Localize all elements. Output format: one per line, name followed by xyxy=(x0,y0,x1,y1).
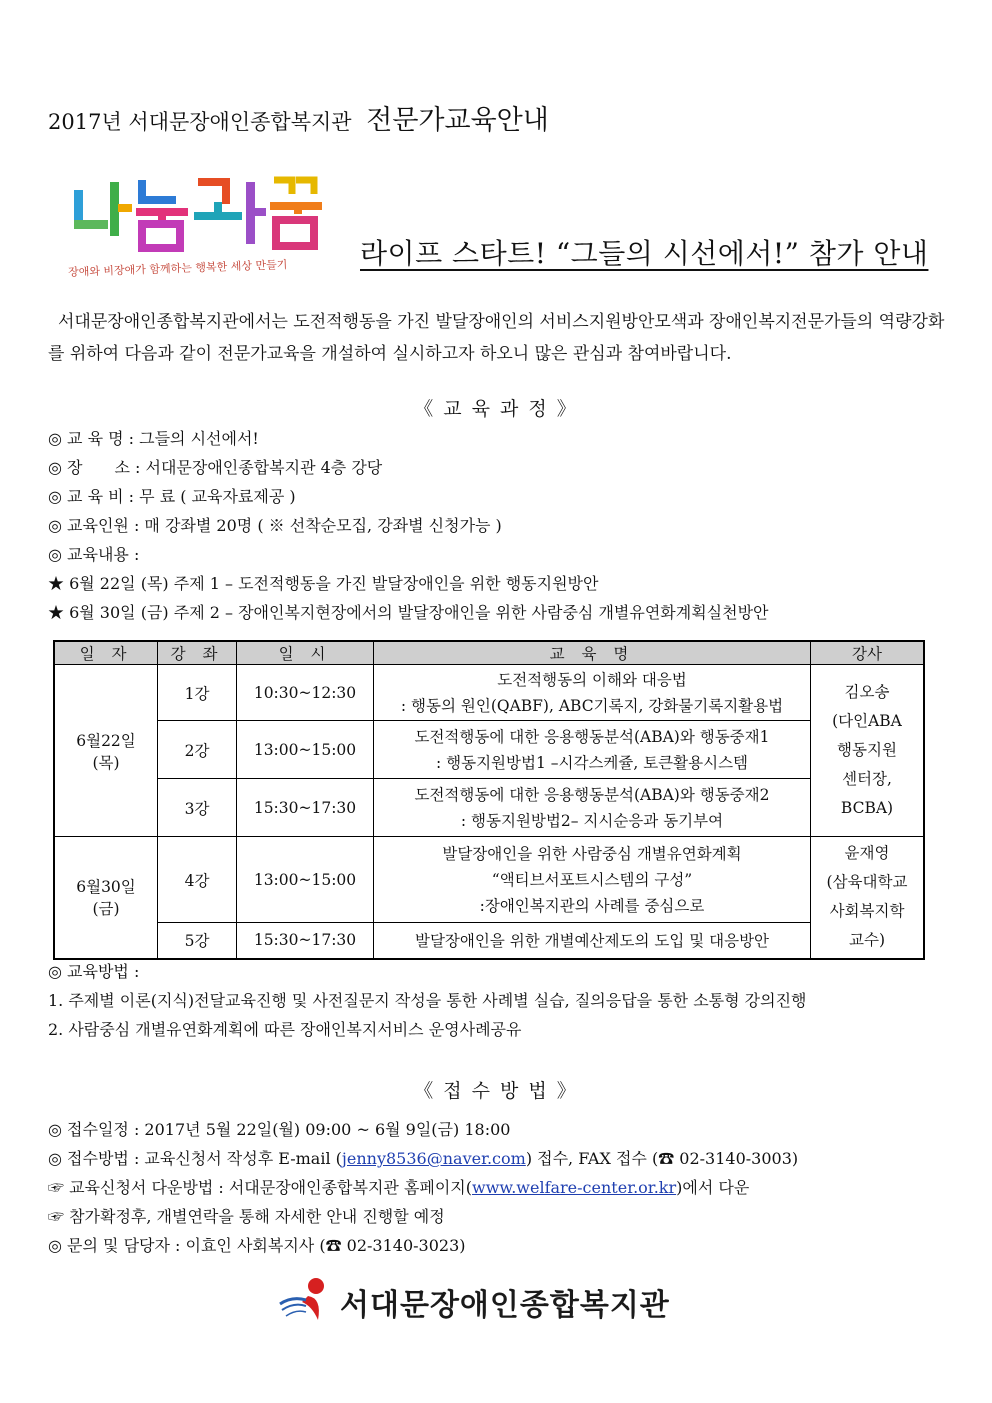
instructor-line: 사회복지학 xyxy=(829,902,905,921)
method-item: 2. 사람중심 개별유연화계획에 따른 장애인복지서비스 운영사례공유 xyxy=(48,1020,522,1039)
instructor-cell xyxy=(811,665,925,837)
header-lecture: 강 좌 xyxy=(158,641,237,665)
table-row xyxy=(54,837,924,923)
content-line: :장애인복지관의 사례를 중심으로 xyxy=(479,896,705,915)
course-topic-item: ★ 6월 22일 (목) 주제 1 – 도전적행동을 가진 발달장애인을 위한 행동지원방안 xyxy=(48,574,599,593)
reception-section-title: 《 접 수 방 법 》 xyxy=(414,1080,578,1102)
course-info-item: ◎ 교 육 명 : 그들의 시선에서! xyxy=(48,429,259,448)
date-cell xyxy=(54,665,158,837)
course-section-title: 《 교 육 과 정 》 xyxy=(414,398,578,420)
table-row xyxy=(54,665,924,721)
reception-notice: ☞ 참가확정후, 개별연락을 통해 자세한 안내 진행할 예정 xyxy=(48,1207,445,1226)
reception-method-suffix: ) 접수, FAX 접수 (☎ 02-3140-3003) xyxy=(525,1149,799,1168)
content-line: 도전적행동에 대한 응용행동분석(ABA)와 행동중재2 xyxy=(414,785,770,804)
reception-period: ◎ 접수일정 : 2017년 5월 22일(월) 09:00 ~ 6월 9일(금) 18:00 xyxy=(48,1120,511,1139)
instructor-line: (다인ABA xyxy=(832,712,902,730)
time-cell: 10:30~12:30 xyxy=(237,665,374,721)
intro-paragraph xyxy=(48,306,946,370)
content-line: 도전적행동에 대한 응용행동분석(ABA)와 행동중재1 xyxy=(414,727,770,746)
method-list xyxy=(48,957,806,1044)
content-cell xyxy=(374,779,811,837)
reception-download-suffix: )에서 다운 xyxy=(676,1178,750,1197)
website-link[interactable]: www.welfare-center.or.kr xyxy=(472,1178,677,1197)
course-info-item: ◎ 장 소 : 서대문장애인종합복지관 4층 강당 xyxy=(48,458,383,477)
instructor-line: (삼육대학교 xyxy=(826,873,908,892)
course-topic-item: ★ 6월 30일 (금) 주제 2 – 장애인복지현장에서의 발달장애인을 위한 사람중심 개별유연화계획실천방안 xyxy=(48,603,769,622)
method-item: 1. 주제별 이론(지식)전달교육진행 및 사전질문지 작성을 통한 사례별 실습, 질의응답을 통한 소통형 강의진행 xyxy=(48,991,807,1010)
content-line: : 행동지원방법2– 지시순응과 동기부여 xyxy=(460,811,724,830)
reception-contact: ◎ 문의 및 담당자 : 이효인 사회복지사 (☎ 02-3140-3023) xyxy=(48,1236,466,1255)
instructor-line: 센터장, xyxy=(842,770,892,788)
instructor-line: 김오송 xyxy=(844,683,890,701)
content-cell xyxy=(374,665,811,721)
schedule-table xyxy=(53,640,925,960)
event-headline: 라이프 스타트! “그들의 시선에서!” 참가 안내 xyxy=(360,237,929,270)
date-text: 6월22일 xyxy=(76,731,136,750)
instructor-line: 윤재영 xyxy=(844,844,890,863)
nanum-logo xyxy=(68,172,330,282)
lecture-cell: 1강 xyxy=(158,665,237,721)
reception-method xyxy=(48,1144,798,1173)
content-line: : 행동지원방법1 –시각스케쥴, 토큰활용시스템 xyxy=(435,753,749,772)
content-cell xyxy=(374,721,811,779)
content-line: : 행동의 원인(QABF), ABC기록지, 강화물기록지활용법 xyxy=(400,696,784,715)
nanum-logo-graphic xyxy=(68,172,330,260)
weekday-text: (목) xyxy=(92,753,120,772)
instructor-line: 교수) xyxy=(849,931,885,950)
reception-download xyxy=(48,1173,798,1202)
time-cell: 15:30~17:30 xyxy=(237,779,374,837)
lecture-cell: 5강 xyxy=(158,923,237,959)
content-line: 발달장애인을 위한 개별예산제도의 도입 및 대응방안 xyxy=(414,932,770,951)
course-info-item: ◎ 교육내용 : xyxy=(48,545,140,564)
instructor-line: BCBA) xyxy=(840,799,894,817)
lecture-cell: 4강 xyxy=(158,837,237,923)
header-content: 교 육 명 xyxy=(374,641,811,665)
content-line: 발달장애인을 위한 사람중심 개별유연화계획 xyxy=(442,844,742,863)
course-info-list xyxy=(48,424,768,627)
header-time: 일 시 xyxy=(237,641,374,665)
title-main: 전문가교육안내 xyxy=(366,105,549,136)
method-item: ◎ 교육방법 : xyxy=(48,962,140,981)
time-cell: 15:30~17:30 xyxy=(237,923,374,959)
lecture-cell: 3강 xyxy=(158,779,237,837)
table-row xyxy=(54,923,924,959)
reception-list xyxy=(48,1115,798,1260)
time-cell: 13:00~15:00 xyxy=(237,837,374,923)
time-cell: 13:00~15:00 xyxy=(237,721,374,779)
date-text: 6월30일 xyxy=(76,878,136,897)
lecture-cell: 2강 xyxy=(158,721,237,779)
content-cell xyxy=(374,923,811,959)
intro-text: 서대문장애인종합복지관에서는 도전적행동을 가진 발달장애인의 서비스지원방안모색과 장애인복지전문가들의 역량강화를 위하여 다음과 같이 전문가교육을 개설하여 실시하고자 하오니 많은 관심과 참여바랍니다. xyxy=(48,312,945,364)
header-instructor: 강사 xyxy=(811,641,925,665)
logo-tagline: 장애와 비장애가 함께하는 행복한 세상 만들기 xyxy=(67,258,288,279)
weekday-text: (금) xyxy=(92,900,120,919)
table-row xyxy=(54,721,924,779)
content-cell xyxy=(374,837,811,923)
table-header-row xyxy=(54,641,924,665)
date-cell xyxy=(54,837,158,959)
header-date: 일 자 xyxy=(54,641,158,665)
email-link[interactable]: jenny8536@naver.com xyxy=(341,1149,526,1168)
footer-org-logo xyxy=(278,1276,708,1326)
content-line: 도전적행동의 이해와 대응법 xyxy=(497,670,687,689)
title-prefix: 2017년 서대문장애인종합복지관 xyxy=(48,110,352,134)
reception-download-prefix: ☞ 교육신청서 다운방법 : 서대문장애인종합복지관 홈페이지( xyxy=(48,1178,473,1197)
course-info-item: ◎ 교 육 비 : 무 료 ( 교육자료제공 ) xyxy=(48,487,296,506)
instructor-line: 행동지원 xyxy=(837,741,897,759)
page-title xyxy=(48,98,549,137)
instructor-cell xyxy=(811,837,925,959)
org-emblem-icon xyxy=(278,1276,338,1324)
course-info-item: ◎ 교육인원 : 매 강좌별 20명 ( ※ 선착순모집, 강좌별 신청가능 ) xyxy=(48,516,502,535)
footer-org-name: 서대문장애인종합복지관 xyxy=(340,1288,670,1323)
content-line: “액티브서포트시스템의 구성” xyxy=(491,870,693,889)
table-row xyxy=(54,779,924,837)
reception-method-prefix: ◎ 접수방법 : 교육신청서 작성후 E-mail ( xyxy=(48,1149,342,1168)
